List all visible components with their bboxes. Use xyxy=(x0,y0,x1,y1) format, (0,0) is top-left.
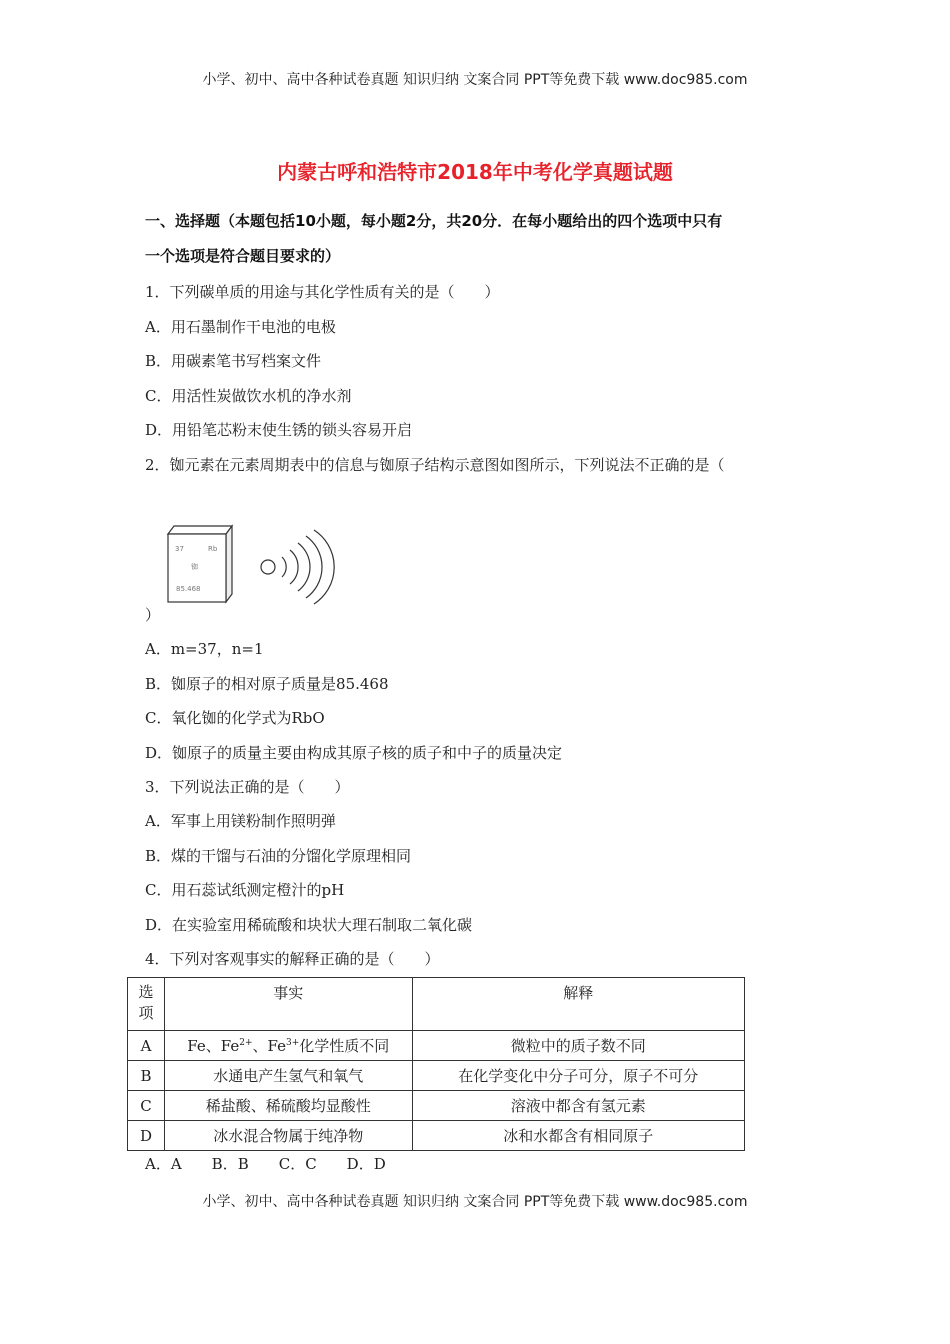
row-fact: 稀盐酸、稀硫酸均显酸性 xyxy=(164,1091,412,1121)
q2-stem-close: ） xyxy=(145,606,161,624)
row-explanation: 微粒中的质子数不同 xyxy=(412,1031,744,1061)
q4-answer-options: A．A B．B C．C D．D xyxy=(145,1155,386,1173)
cell-mass: 85.468 xyxy=(176,585,201,593)
page-title: 内蒙古呼和浩特市2018年中考化学真题试题 xyxy=(277,160,673,184)
q4-stem: 4．下列对客观事实的解释正确的是（ ） xyxy=(145,950,440,968)
q2-option-b: B．铷原子的相对原子质量是85.468 xyxy=(145,675,389,693)
page-header: 小学、初中、高中各种试卷真题 知识归纳 文案合同 PPT等免费下载 www.doc985.com xyxy=(202,72,748,88)
periodic-cell-icon xyxy=(168,526,232,602)
rubidium-figure xyxy=(160,520,360,610)
row-option: B xyxy=(128,1061,165,1091)
q2-stem: 2．铷元素在元素周期表中的信息与铷原子结构示意图如图所示，下列说法不正确的是（ xyxy=(145,456,725,474)
row-option: D xyxy=(128,1121,165,1151)
page-footer: 小学、初中、高中各种试卷真题 知识归纳 文案合同 PPT等免费下载 www.doc985.com xyxy=(202,1194,748,1210)
header-explanation: 解释 xyxy=(412,978,744,1031)
row-option: A xyxy=(128,1031,165,1061)
q1-option-d: D．用铅笔芯粉末使生锈的锁头容易开启 xyxy=(145,421,413,439)
row-explanation: 在化学变化中分子可分，原子不可分 xyxy=(412,1061,744,1091)
table-row xyxy=(128,1061,745,1091)
table-row xyxy=(128,1031,745,1061)
q1-option-b: B．用碳素笔书写档案文件 xyxy=(145,352,322,370)
q3-option-d: D．在实验室用稀硫酸和块状大理石制取二氧化碳 xyxy=(145,916,473,934)
q1-stem: 1．下列碳单质的用途与其化学性质有关的是（ ） xyxy=(145,283,500,301)
row-option: C xyxy=(128,1091,165,1121)
table-header-row xyxy=(128,978,745,1031)
header-option: 选项 xyxy=(128,978,165,1031)
section-heading-line-1: 一、选择题（本题包括10小题，每小题2分，共20分．在每小题给出的四个选项中只有 xyxy=(145,212,723,230)
q4-table xyxy=(127,977,745,1151)
q2-option-c: C．氧化铷的化学式为RbO xyxy=(145,709,325,727)
section-heading-line-2: 一个选项是符合题目要求的） xyxy=(145,247,341,265)
q3-option-c: C．用石蕊试纸测定橙汁的pH xyxy=(145,881,345,899)
rubidium-diagram xyxy=(160,520,360,610)
header-fact: 事实 xyxy=(164,978,412,1031)
table-row xyxy=(128,1121,745,1151)
row-fact: 冰水混合物属于纯净物 xyxy=(164,1121,412,1151)
row-explanation: 溶液中都含有氢元素 xyxy=(412,1091,744,1121)
q2-option-d: D．铷原子的质量主要由构成其原子核的质子和中子的质量决定 xyxy=(145,744,563,762)
cell-symbol: Rb xyxy=(208,545,218,553)
row-explanation: 冰和水都含有相同原子 xyxy=(412,1121,744,1151)
atom-structure-icon xyxy=(261,530,334,604)
cell-name: 铷 xyxy=(191,563,198,571)
row-fact: Fe、$Fe^{2+}$、$Fe^{3+}$化学性质不同 xyxy=(164,1031,412,1061)
row-fact: 水通电产生氢气和氧气 xyxy=(164,1061,412,1091)
q1-option-c: C．用活性炭做饮水机的净水剂 xyxy=(145,387,352,405)
q3-option-a: A．军事上用镁粉制作照明弹 xyxy=(145,812,336,830)
table-row xyxy=(128,1091,745,1121)
q3-option-b: B．煤的干馏与石油的分馏化学原理相同 xyxy=(145,847,412,865)
q3-stem: 3．下列说法正确的是（ ） xyxy=(145,778,350,796)
cell-number: 37 xyxy=(175,545,184,553)
q1-option-a: A．用石墨制作干电池的电极 xyxy=(145,318,336,336)
q2-option-a: A．m=37，n=1 xyxy=(145,640,264,658)
